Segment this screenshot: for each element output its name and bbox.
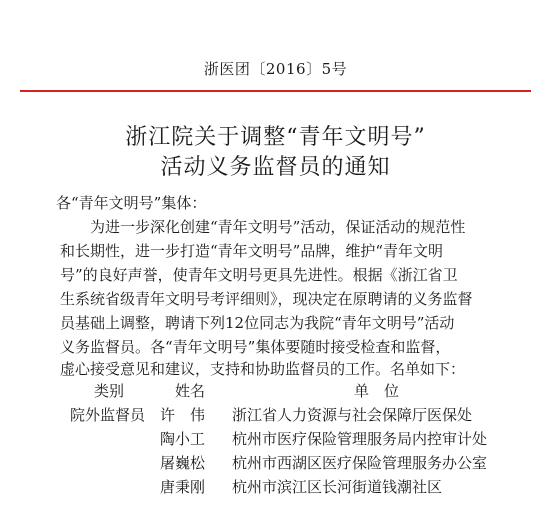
document-number: 浙医团〔2016〕5号 (203, 60, 348, 78)
body-line: 义务监督员。各“青年文明号”集体要随时接受检查和监督， (60, 338, 451, 356)
table-header-row (0, 380, 551, 402)
row-unit: 杭州市西湖区医疗保险管理服务办公室 (232, 454, 488, 472)
body-line: 员基础上调整，聘请下列12位同志为我院“青年文明号”活动 (60, 314, 455, 332)
body-line: 为进一步深化创建“青年文明号”活动，保证活动的规范性 (90, 218, 466, 236)
row-name: 陶小工 (160, 430, 206, 448)
addressee: 各“青年文明号”集体： (56, 194, 207, 212)
table-row (0, 476, 551, 498)
table-row (0, 428, 551, 450)
body-line: 虚心接受意见和建议，支持和协助监督员的工作。名单如下： (60, 360, 466, 378)
row-unit: 杭州市滨江区长河街道钱潮社区 (232, 478, 443, 496)
body-line: 生系统省级青年文明号考评细则》，现决定在原聘请的义务监督 (60, 290, 473, 308)
document-title-line-1: 浙江院关于调整“青年文明号” (125, 125, 426, 150)
table-row (0, 452, 551, 474)
row-name: 许 伟 (160, 406, 206, 424)
row-category: 院外监督员 (70, 406, 146, 424)
table-row (0, 404, 551, 426)
row-name: 唐秉刚 (160, 478, 206, 496)
header-unit: 单 位 (354, 382, 400, 400)
header-name: 姓名 (175, 382, 206, 400)
header-category: 类别 (94, 382, 125, 400)
document-title-line-2: 活动义务监督员的通知 (160, 155, 391, 180)
row-name: 屠巍松 (160, 454, 206, 472)
body-line: 号”的良好声誉，使青年文明号更具先进性。根据《浙江省卫 (60, 266, 458, 284)
body-line: 和长期性，进一步打造“青年文明号”品牌，维护“青年文明 (60, 242, 444, 260)
row-unit: 杭州市医疗保险管理服务局内控审计处 (232, 430, 488, 448)
red-separator-line (20, 90, 531, 92)
row-unit: 浙江省人力资源与社会保障厅医保处 (232, 406, 473, 424)
